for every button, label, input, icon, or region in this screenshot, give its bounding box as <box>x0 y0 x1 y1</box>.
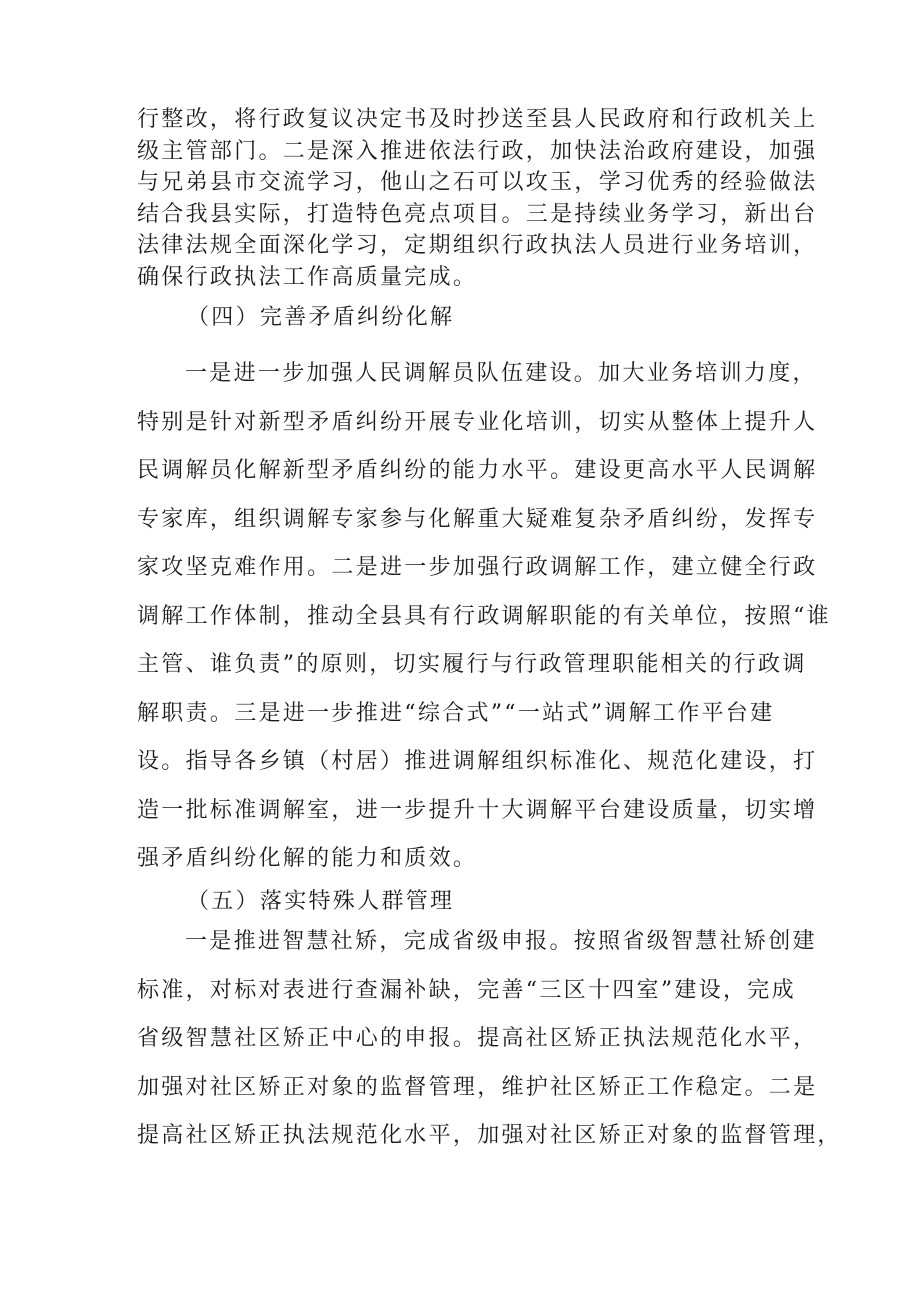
text-line: 一是推进智慧社矫，完成省级申报。按照省级智慧社矫创建 <box>185 929 817 954</box>
text-line: 一是进一步加强人民调解员队伍建设。加大业务培训力度， <box>185 361 817 386</box>
text-line: 设。指导各乡镇（村居）推进调解组织标准化、规范化建设，打 <box>137 749 818 774</box>
text-line: 结合我县实际，打造特色亮点项目。三是持续业务学习，新出台 <box>137 201 818 227</box>
text-line: 特别是针对新型矛盾纠纷开展专业化培训，切实从整体上提升人 <box>137 409 818 435</box>
paragraph-section-5 <box>137 918 842 1161</box>
section-heading-5: （五）落实特殊人群管理 <box>187 889 455 914</box>
text-line: 法律法规全面深化学习，定期组织行政执法人员进行业务培训， <box>137 233 818 258</box>
text-line: 民调解员化解新型矛盾纠纷的能力水平。建设更高水平人民调解 <box>137 458 818 483</box>
text-line: 调解工作体制，推动全县具有行政调解职能的有关单位，按照“谁 <box>137 603 831 629</box>
paragraph-section-4 <box>137 350 831 884</box>
text-line: 解职责。三是进一步推进“综合式”“一站式”调解工作平台建 <box>137 700 775 726</box>
text-line: 标准，对标对表进行查漏补缺，完善“三区十四室”建设，完成 <box>137 977 796 1003</box>
text-line: 造一批标准调解室，进一步提升十大调解平台建设质量，切实增 <box>137 797 818 823</box>
text-line: 省级智慧社区矫正中心的申报。提高社区矫正执法规范化水平， <box>137 1026 818 1051</box>
text-line: 级主管部门。二是深入推进依法行政，加快法治政府建设，加强 <box>137 138 818 164</box>
text-line: 确保行政执法工作高质量完成。 <box>137 264 478 290</box>
text-line: 家攻坚克难作用。二是进一步加强行政调解工作，建立健全行政 <box>137 555 818 580</box>
text-line: 加强对社区矫正对象的监督管理，维护社区矫正工作稳定。二是 <box>137 1074 818 1100</box>
text-line: 行整改，将行政复议决定书及时抄送至县人民政府和行政机关上 <box>137 107 818 132</box>
text-line: 专家库，组织调解专家参与化解重大疑难复杂矛盾纠纷，发挥专 <box>137 506 818 532</box>
text-line: 提高社区矫正执法规范化水平，加强对社区矫正对象的监督管理， <box>137 1123 842 1148</box>
paragraph-continued <box>137 104 818 293</box>
text-line: 主管、谁负责”的原则，切实履行与行政管理职能相关的行政调 <box>137 652 807 677</box>
text-line: 与兄弟县市交流学习，他山之石可以攻玉，学习优秀的经验做法 <box>137 170 818 195</box>
section-heading-4: （四）完善矛盾纠纷化解 <box>187 305 455 330</box>
text-line: 强矛盾纠纷化解的能力和质效。 <box>137 846 478 871</box>
